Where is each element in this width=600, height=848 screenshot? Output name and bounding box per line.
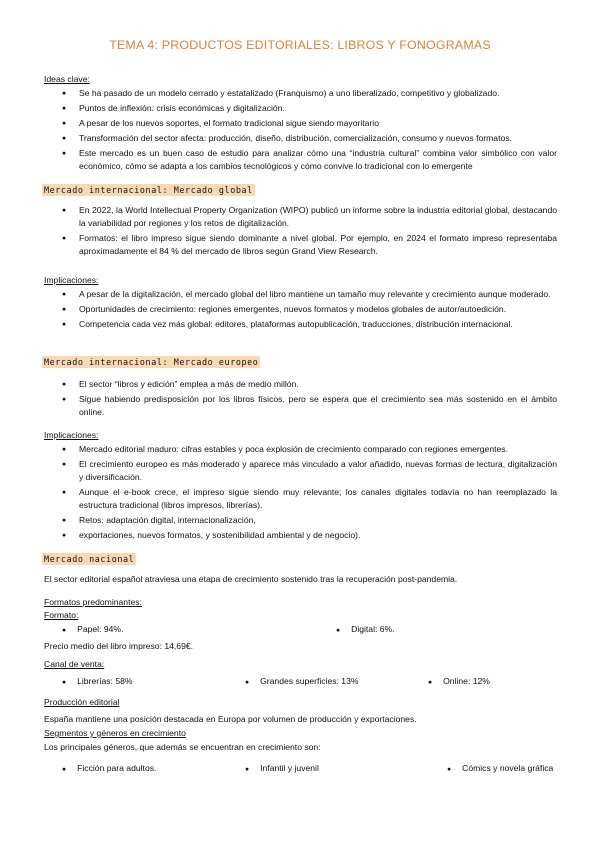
page-title: TEMA 4: PRODUCTOS EDITORIALES: LIBROS Y FONOGRAMAS <box>109 38 491 52</box>
format-row <box>62 624 562 638</box>
list-item: ● Aunque el e-book crece, el impreso sigue siendo muy relevante; los canales digitales todavía no han reemplazado la estructura tradicional (libros impresos, librerías). <box>62 486 557 512</box>
segments-heading: Segmentos y géneros en crecimiento <box>44 728 186 738</box>
europe-implications-list <box>62 443 557 544</box>
format-label: Formato: <box>44 610 79 620</box>
channel-item-online: ● Online: 12% <box>428 676 490 686</box>
format-item-digital: ● Digital: 6%. <box>336 624 395 634</box>
list-item: ● Se ha pasado de un modelo cerrado y estatalizado (Franquismo) a uno liberalizado, competitivo y globalizado. <box>62 87 557 100</box>
list-item: ● exportaciones, nuevos formatos, y sostenibilidad ambiental y de negocio). <box>62 529 557 542</box>
list-item: ● Mercado editorial maduro: cifras estables y poca explosión de crecimiento comparado con regiones emergentes. <box>62 443 557 456</box>
section-heading-global: Mercado internacional: Mercado global <box>44 185 253 195</box>
genres-row <box>62 763 562 777</box>
global-implications-heading: Implicaciones: <box>44 275 99 285</box>
list-item: ● Formatos: el libro impreso sigue siendo dominante a nivel global. Por ejemplo, en 2024 el formato impreso representaba aproximadamente el 84 % del mercado de libros según Grand View Research. <box>62 232 557 258</box>
national-intro: El sector editorial español atraviesa una etapa de crecimiento sostenido tras la recuperación post-pandemia. <box>44 574 458 584</box>
ideas-heading: Ideas clave: <box>44 74 90 84</box>
ideas-list <box>62 87 557 175</box>
list-item: ● Transformación del sector afecta: producción, diseño, distribución, comercialización, consumo y nuevos formatos. <box>62 132 557 145</box>
global-implications-list <box>62 288 557 333</box>
channel-item-large-stores: ● Grandes superficies: 13% <box>245 676 359 686</box>
channel-row <box>62 676 562 690</box>
genre-item-children: ● Infantil y juvenil <box>245 763 319 773</box>
list-item: ● Oportunidades de crecimiento: regiones emergentes, nuevos formatos y modelos globales de autor/autoedición. <box>62 303 557 316</box>
genre-item-comics: ● Cómics y novela gráfica <box>447 763 553 773</box>
production-text: España mantiene una posición destacada en Europa por volumen de producción y exportaciones. <box>44 714 417 724</box>
format-item-paper: ● Papel: 94%. <box>62 624 123 634</box>
list-item: ● En 2022, la World Intellectual Property Organization (WIPO) publicó un informe sobre la industria editorial global, destacando la variabilidad por regiones y los retos de digitalización. <box>62 204 557 230</box>
global-list <box>62 204 557 260</box>
production-heading: Producción editorial <box>44 697 120 707</box>
segments-intro: Los principales géneros, que además se encuentran en crecimiento son: <box>44 742 321 752</box>
list-item: ● Puntos de inflexión: crisis económicas y digitalización. <box>62 102 557 115</box>
average-price: Precio medio del libro impreso: 14,69€. <box>44 641 194 651</box>
channel-label: Canal de venta: <box>44 659 105 669</box>
section-heading-national: Mercado nacional <box>44 554 135 564</box>
formats-heading: Formatos predominantes: <box>44 597 142 607</box>
list-item: ● Retos: adaptación digital, internacionalización, <box>62 514 557 527</box>
europe-implications-heading: Implicaciones: <box>44 430 99 440</box>
list-item: ● El sector “libros y edición” emplea a más de medio millón. <box>62 378 557 391</box>
list-item: ● Competencia cada vez más global: editores, plataformas autopublicación, traducciones, distribución internacional. <box>62 318 557 331</box>
list-item: ● Sigue habiendo predisposición por los libros físicos, pero se espera que el crecimiento sea más sostenido en el ámbito online. <box>62 393 557 419</box>
channel-item-bookstores: ● Librerías: 58% <box>62 676 133 686</box>
list-item: ● A pesar de la digitalización, el mercado global del libro mantiene un tamaño muy relevante y crecimiento aunque moderado. <box>62 288 557 301</box>
list-item: ● Este mercado es un buen caso de estudio para analizar cómo una “industria cultural” combina valor simbólico con valor económico, cómo se adapta a los cambios tecnológicos y cómo convive lo tradicional con lo emergente <box>62 147 557 173</box>
section-heading-europe: Mercado internacional: Mercado europeo <box>44 357 259 367</box>
europe-list <box>62 378 557 421</box>
genre-item-fiction: ● Ficción para adultos. <box>62 763 156 773</box>
list-item: ● A pesar de los nuevos soportes, el formato tradicional sigue siendo mayoritario <box>62 117 557 130</box>
list-item: ● El crecimiento europeo es más moderado y aparece más vinculado a valor añadido, nuevas formas de lectura, digitalización y diversificación. <box>62 458 557 484</box>
